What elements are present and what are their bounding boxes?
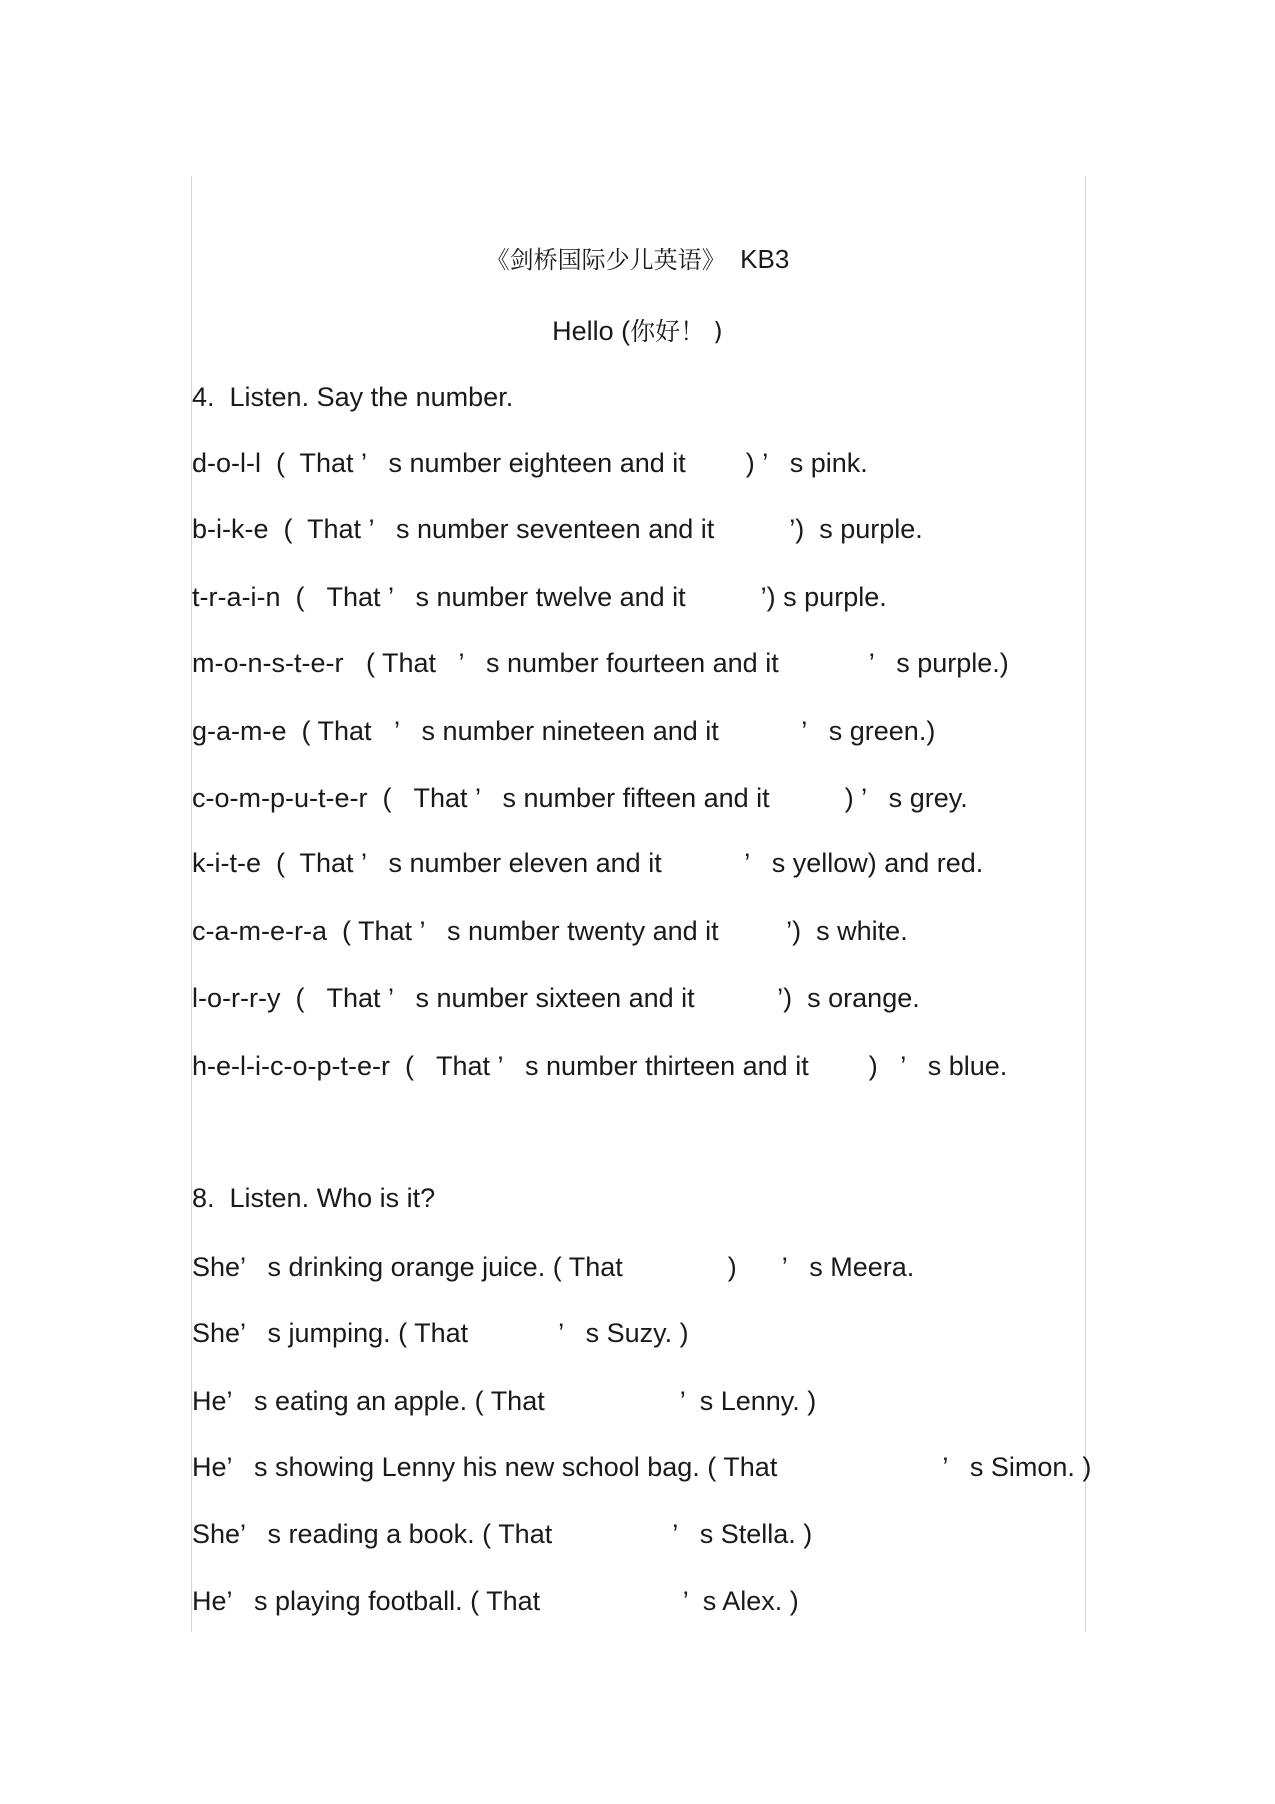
section-4-item: c-a-m-e-r-a ( That ’ s number twenty and it ’) s white. <box>192 916 908 946</box>
section-8-item: He’ s playing football. ( That ’ s Alex. ) <box>192 1586 799 1616</box>
section-4-heading: 4. Listen. Say the number. <box>192 382 514 412</box>
right-margin-rule <box>1085 176 1086 1632</box>
section-4-item: d-o-l-l ( That ’ s number eighteen and it ) ’ s pink. <box>192 448 868 478</box>
section-4-item: k-i-t-e ( That ’ s number eleven and it ’ s yellow) and red. <box>192 848 984 878</box>
section-8-item: She’ s reading a book. ( That ’ s Stella. ) <box>192 1519 813 1549</box>
section-4-item: c-o-m-p-u-t-e-r ( That ’ s number fifteen and it ) ’ s grey. <box>192 783 968 813</box>
title-code: KB3 <box>740 244 790 274</box>
title-chinese: 《剑桥国际少儿英语》 <box>485 246 726 274</box>
section-4-item: h-e-l-i-c-o-p-t-e-r ( That ’ s number thirteen and it ) ’ s blue. <box>192 1051 1008 1081</box>
section-4-item: t-r-a-i-n ( That ’ s number twelve and it ’) s purple. <box>192 582 887 612</box>
section-4-item: l-o-r-r-y ( That ’ s number sixteen and it ’) s orange. <box>192 983 920 1013</box>
section-8-item: He’ s eating an apple. ( That ’ s Lenny. ) <box>192 1386 817 1416</box>
section-8-item: She’ s jumping. ( That ’ s Suzy. ) <box>192 1318 689 1348</box>
section-4-item: m-o-n-s-t-e-r ( That ’ s number fourteen and it ’ s purple.) <box>192 648 1009 678</box>
subtitle-english: Hello ( <box>552 316 631 346</box>
section-4-item: b-i-k-e ( That ’ s number seventeen and it ’) s purple. <box>192 514 923 544</box>
subtitle-chinese: 你好！ ) <box>630 317 723 346</box>
section-8-item: She’ s drinking orange juice. ( That ) ’ s Meera. <box>192 1252 915 1282</box>
document-title <box>0 240 1275 275</box>
section-4-item: g-a-m-e ( That ’ s number nineteen and it ’ s green.) <box>192 716 936 746</box>
section-8-heading: 8. Listen. Who is it? <box>192 1183 436 1213</box>
section-8-item: He’ s showing Lenny his new school bag. ( That ’ s Simon. ) <box>192 1452 1092 1482</box>
document-subtitle <box>0 312 1275 348</box>
